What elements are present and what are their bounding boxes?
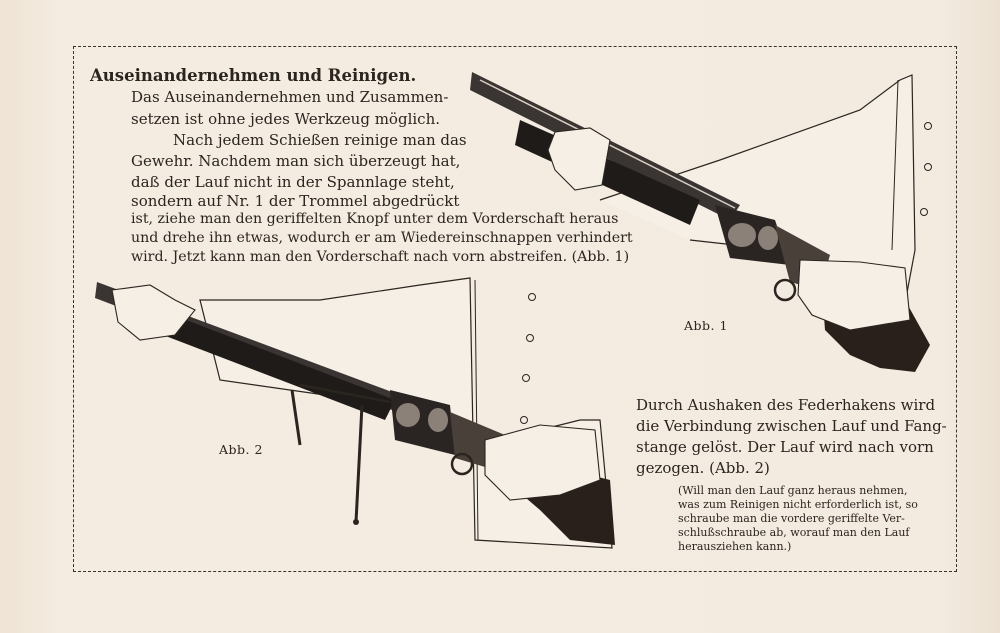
second-paragraph-line: die Verbindung zwischen Lauf und Fang- <box>636 417 947 435</box>
note-line: herausziehen kann.) <box>678 540 792 553</box>
intro-line: wird. Jetzt kann man den Vorderschaft nach vorn abstreifen. (Abb. 1) <box>131 249 630 265</box>
intro-line: sondern auf Nr. 1 der Trommel abgedrückt <box>131 192 460 210</box>
intro-line: daß der Lauf nicht in der Spannlage steht, <box>131 173 455 191</box>
figure-2-caption: Abb. 2 <box>219 442 263 457</box>
note-line: schlußschraube ab, worauf man den Lauf <box>678 526 910 539</box>
intro-line: Das Auseinandernehmen und Zusammen- <box>131 88 449 106</box>
intro-line: Gewehr. Nachdem man sich überzeugt hat, <box>131 152 461 170</box>
second-paragraph-line: Durch Aushaken des Federhakens wird <box>636 396 936 414</box>
section-heading: Auseinandernehmen und Reinigen. <box>90 66 417 85</box>
note-line: was zum Reinigen nicht erforderlich ist, so <box>678 498 918 511</box>
second-paragraph-line: stange gelöst. Der Lauf wird nach vorn <box>636 438 934 456</box>
intro-line: Nach jedem Schießen reinige man das <box>173 131 467 149</box>
intro-line: und drehe ihn etwas, wodurch er am Wiedereinschnappen verhindert <box>131 230 633 246</box>
note-line: (Will man den Lauf ganz heraus nehmen, <box>678 484 908 497</box>
second-paragraph-line: gezogen. (Abb. 2) <box>636 459 770 477</box>
intro-line: ist, ziehe man den geriffelten Knopf unter dem Vorderschaft heraus <box>131 211 619 227</box>
figure-1-caption: Abb. 1 <box>684 318 728 333</box>
intro-line: setzen ist ohne jedes Werkzeug möglich. <box>131 110 440 128</box>
note-line: schraube man die vordere geriffelte Ver- <box>678 512 905 525</box>
